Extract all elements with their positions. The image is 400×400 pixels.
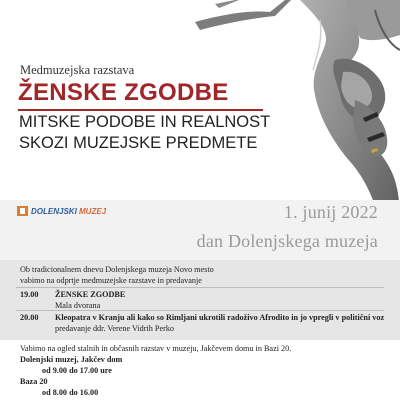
program-item-place: predavanje ddr. Verene Vidrih Perko	[55, 323, 175, 333]
visit-location-2: Baza 20	[20, 377, 48, 386]
program-divider-middle	[16, 310, 384, 311]
program-divider-top	[16, 287, 384, 288]
program-intro	[20, 265, 214, 286]
title-underline	[18, 109, 263, 111]
visit-location-1: Dolenjski muzej, Jakčev dom	[20, 355, 123, 364]
exhibition-subtitle-line2: SKOZI MUZEJSKE PREDMETE	[19, 134, 258, 152]
visit-hours-2: od 8.00 do 16.00	[42, 388, 99, 397]
logo-text-accent: MUZEJ	[79, 206, 107, 216]
museum-logo	[17, 205, 106, 217]
program-item-time: 20.00	[20, 313, 39, 322]
exhibition-subtitle-line1: MITSKE PODOBE IN REALNOST	[19, 113, 271, 131]
program-item-time: 19.00	[20, 290, 39, 299]
program-intro-line2: vabimo na odprtje medmuzejske razstave in predavanje	[20, 275, 202, 285]
program-item-title: ŽENSKE ZGODBE	[55, 290, 126, 299]
exhibition-kicker: Medmuzejska razstava	[20, 63, 135, 77]
event-day-name: dan Dolenjskega muzeja	[196, 231, 378, 251]
exhibition-title: ŽENSKE ZGODBE	[18, 79, 229, 106]
visit-intro: Vabimo na ogled stalnih in občasnih razstav v muzeju, Jakčevem domu in Bazi 20.	[20, 344, 292, 353]
program-item-title: Kleopatra v Kranju ali kako so Rimljani ukrotili radoživo Afrodito in jo vpregli v politični voz	[55, 313, 385, 322]
program-intro-line1: Ob tradicionalnem dnevu Dolenjskega muzeja Novo mesto	[20, 265, 214, 274]
event-date: 1. junij 2022	[283, 202, 378, 222]
visit-hours-1: od 9.00 do 17.00 ure	[42, 366, 112, 375]
program-item-place: Mala dvorana	[55, 300, 101, 310]
logo-text-main: DOLENJSKI	[31, 206, 80, 216]
tree-branch-photo	[195, 0, 400, 224]
museum-logo-icon	[17, 206, 28, 216]
